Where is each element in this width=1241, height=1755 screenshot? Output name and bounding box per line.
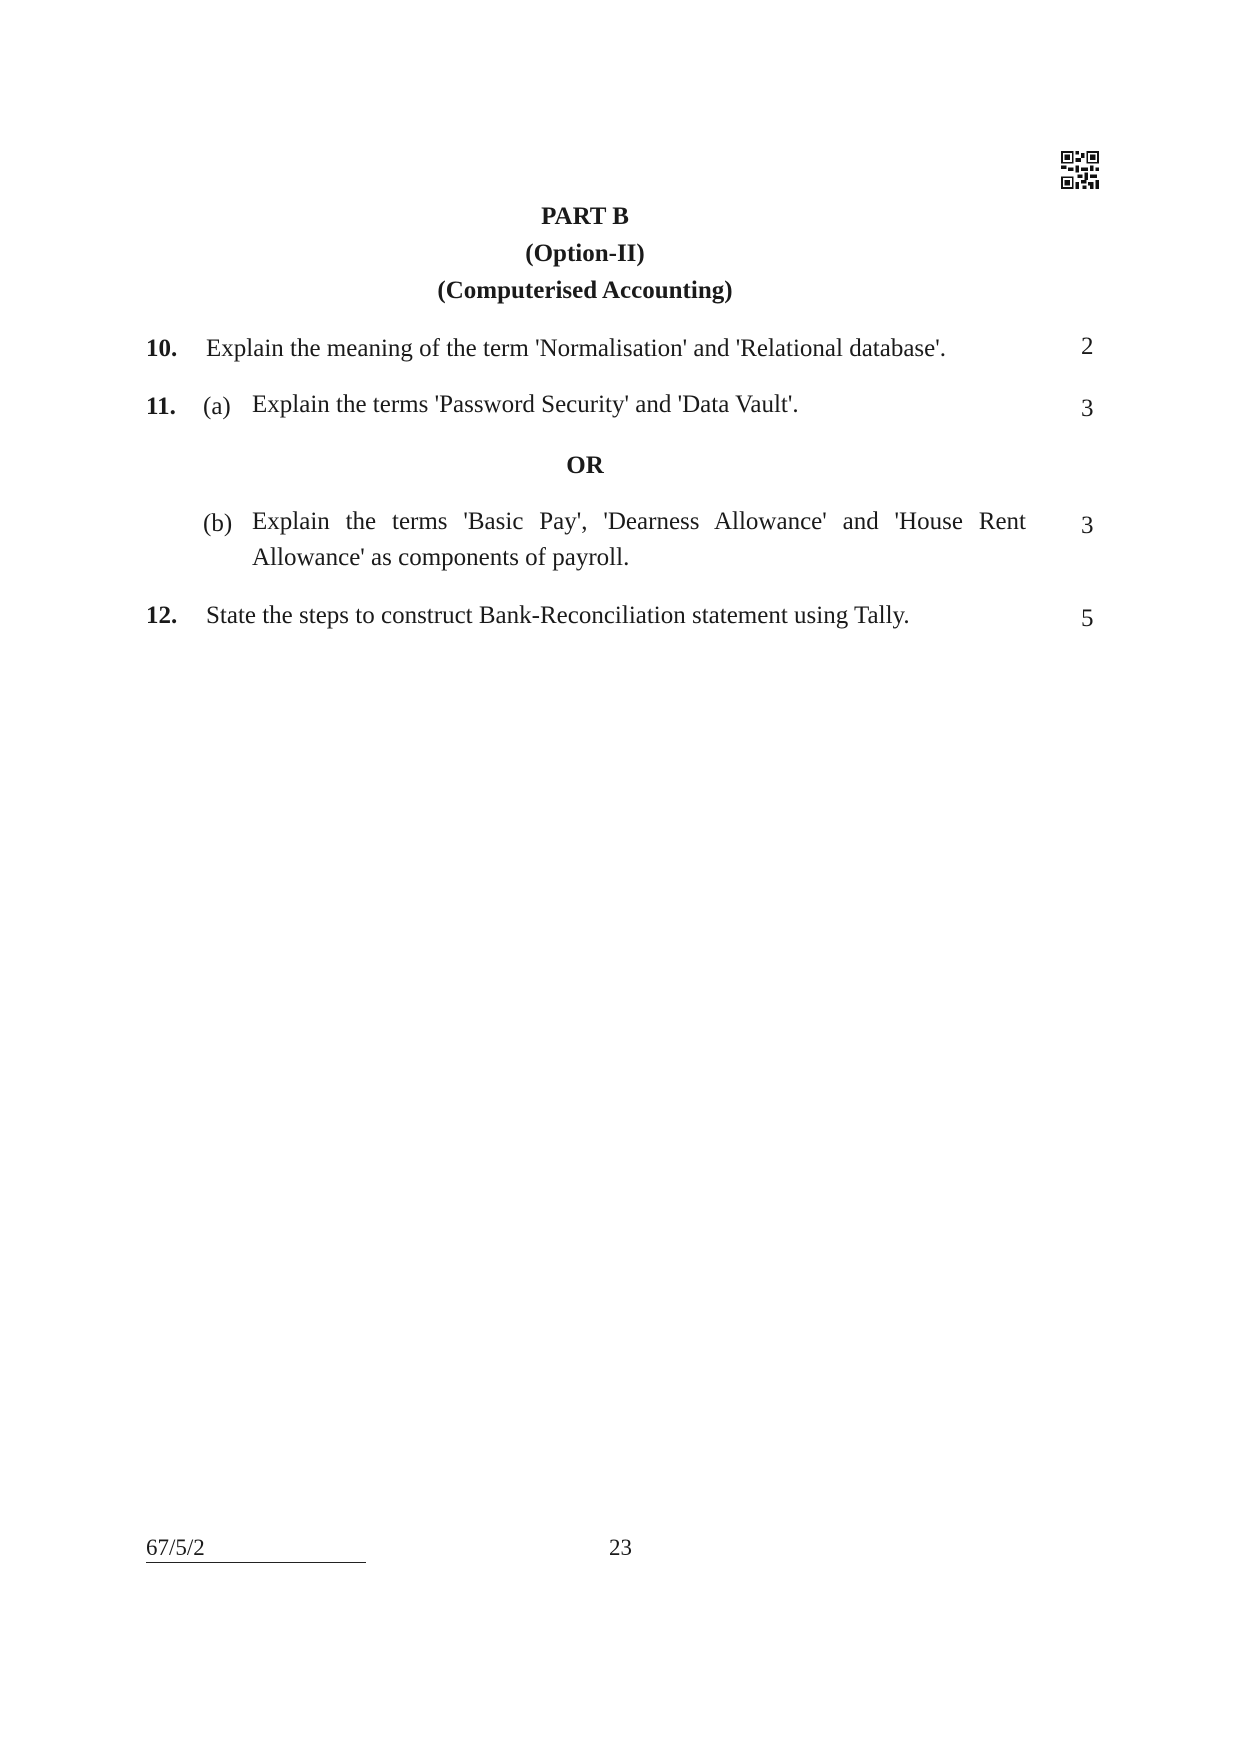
question-11b-marks: 3 [1081,512,1094,539]
question-11b-label: (b) [203,510,233,537]
question-12-text: State the steps to construct Bank-Reconciliation statement using Tally. [206,602,910,629]
question-10-marks: 2 [1081,333,1094,360]
page-number: 23 [609,1535,632,1560]
question-11a-marks: 3 [1081,395,1094,422]
question-11a-text: Explain the terms 'Password Security' and 'Data Vault'. [252,391,799,418]
part-heading: PART B [541,203,629,230]
paper-code: 67/5/2 [146,1535,366,1563]
qr-code-icon [1061,151,1099,189]
or-separator: OR [566,452,604,479]
question-11b-text: Explain the terms 'Basic Pay', 'Dearness Allowance' and 'House Rent Allowance' as components of payroll. [252,508,1026,571]
question-12-marks: 5 [1081,605,1094,632]
question-12-number: 12. [146,602,178,629]
question-11-number: 11. [146,393,176,420]
option-heading: (Option-II) [525,240,645,267]
question-11a-label: (a) [203,393,231,420]
subject-heading: (Computerised Accounting) [437,277,733,304]
question-10-number: 10. [146,335,178,362]
question-10-text: Explain the meaning of the term 'Normalisation' and 'Relational database'. [206,335,947,362]
